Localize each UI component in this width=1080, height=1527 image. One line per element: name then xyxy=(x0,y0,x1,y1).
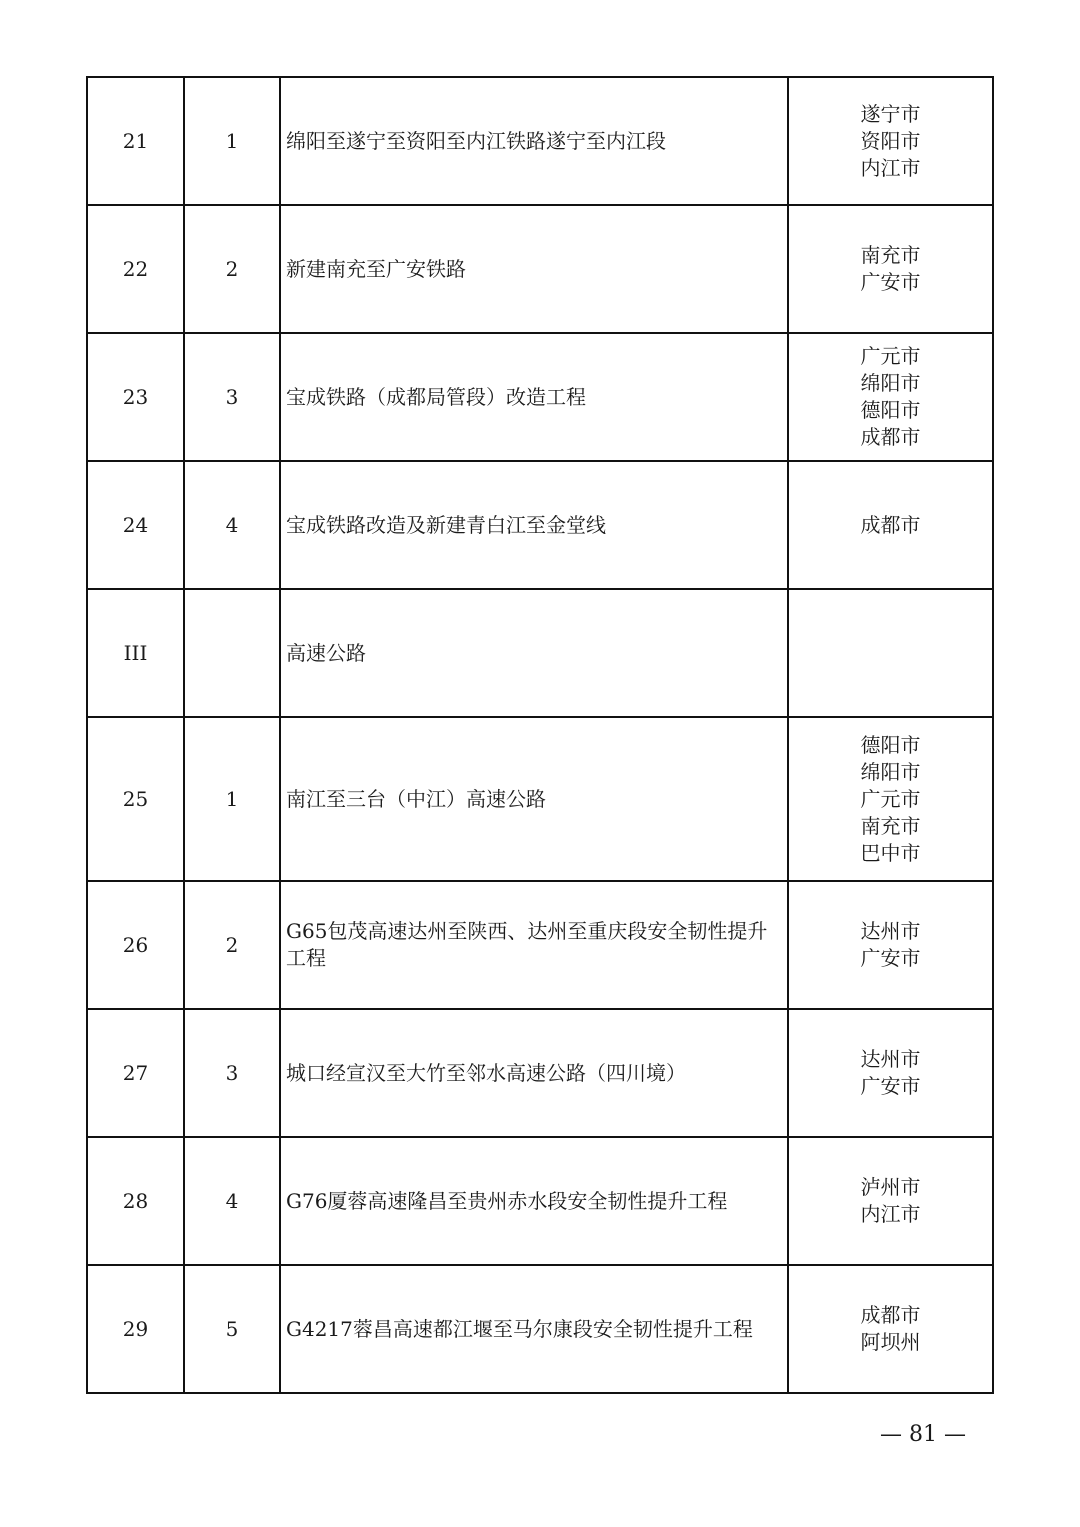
region-name: 广安市 xyxy=(860,270,921,294)
project-name: 宝成铁路（成都局管段）改造工程 xyxy=(280,333,788,461)
project-table xyxy=(86,76,994,1394)
section-row xyxy=(87,589,993,717)
region-name: 成都市 xyxy=(860,425,921,449)
table-row xyxy=(87,881,993,1009)
region-cell xyxy=(788,1137,993,1265)
row-seq: 23 xyxy=(87,333,184,461)
region-name: 南充市 xyxy=(860,243,921,267)
region-name: 资阳市 xyxy=(860,128,921,153)
table-row xyxy=(87,717,993,881)
row-seq: 28 xyxy=(87,1137,184,1265)
region-name: 德阳市 xyxy=(860,732,921,757)
region-name: 德阳市 xyxy=(860,398,921,422)
row-seq: 21 xyxy=(87,77,184,205)
region-name: 广元市 xyxy=(860,344,921,368)
project-name: G65包茂高速达州至陕西、达州至重庆段安全韧性提升工程 xyxy=(280,881,788,1009)
project-name: G76厦蓉高速隆昌至贵州赤水段安全韧性提升工程 xyxy=(280,1137,788,1265)
region-cell xyxy=(788,717,993,881)
row-sub-seq: 1 xyxy=(184,77,280,205)
region-name: 绵阳市 xyxy=(860,759,921,784)
row-seq: 26 xyxy=(87,881,184,1009)
region-name: 巴中市 xyxy=(860,840,921,865)
region-cell xyxy=(788,205,993,333)
row-seq: 27 xyxy=(87,1009,184,1137)
table-row xyxy=(87,461,993,589)
row-sub-seq: 1 xyxy=(184,717,280,881)
region-name: 成都市 xyxy=(860,512,921,537)
project-name: 宝成铁路改造及新建青白江至金堂线 xyxy=(280,461,788,589)
project-name: 城口经宣汉至大竹至邻水高速公路（四川境） xyxy=(280,1009,788,1137)
row-sub-seq: 4 xyxy=(184,461,280,589)
region-name: 绵阳市 xyxy=(860,371,921,395)
table-row xyxy=(87,1265,993,1393)
region-cell xyxy=(788,77,993,205)
table-row xyxy=(87,333,993,461)
table-row xyxy=(87,77,993,205)
project-name: 南江至三台（中江）高速公路 xyxy=(280,717,788,881)
region-name: 内江市 xyxy=(860,155,921,180)
row-sub-seq: 4 xyxy=(184,1137,280,1265)
project-table-container xyxy=(86,76,992,1394)
row-sub-seq: 5 xyxy=(184,1265,280,1393)
row-sub-seq: 3 xyxy=(184,333,280,461)
region-cell xyxy=(788,589,993,717)
row-sub-seq xyxy=(184,589,280,717)
section-title: 高速公路 xyxy=(280,589,788,717)
region-name: 内江市 xyxy=(860,1202,921,1226)
region-name: 广元市 xyxy=(860,786,921,811)
row-seq: 24 xyxy=(87,461,184,589)
row-seq: 22 xyxy=(87,205,184,333)
region-name: 南充市 xyxy=(860,813,921,838)
region-cell xyxy=(788,1009,993,1137)
region-name: 成都市 xyxy=(860,1303,921,1327)
row-seq: 25 xyxy=(87,717,184,881)
table-row xyxy=(87,205,993,333)
section-seq: III xyxy=(87,589,184,717)
project-name: 新建南充至广安铁路 xyxy=(280,205,788,333)
region-name: 阿坝州 xyxy=(860,1330,921,1354)
project-name: 绵阳至遂宁至资阳至内江铁路遂宁至内江段 xyxy=(280,77,788,205)
page-number: — 81 — xyxy=(880,1422,966,1447)
row-sub-seq: 3 xyxy=(184,1009,280,1137)
row-sub-seq: 2 xyxy=(184,205,280,333)
region-name: 遂宁市 xyxy=(860,101,921,126)
region-cell xyxy=(788,461,993,589)
project-name: G4217蓉昌高速都江堰至马尔康段安全韧性提升工程 xyxy=(280,1265,788,1393)
region-cell xyxy=(788,333,993,461)
region-name: 泸州市 xyxy=(860,1175,921,1199)
region-name: 达州市 xyxy=(860,919,921,943)
region-name: 广安市 xyxy=(860,1074,921,1098)
row-seq: 29 xyxy=(87,1265,184,1393)
table-row xyxy=(87,1009,993,1137)
region-cell xyxy=(788,1265,993,1393)
region-name: 广安市 xyxy=(860,946,921,970)
region-cell xyxy=(788,881,993,1009)
table-row xyxy=(87,1137,993,1265)
region-name: 达州市 xyxy=(860,1047,921,1071)
row-sub-seq: 2 xyxy=(184,881,280,1009)
